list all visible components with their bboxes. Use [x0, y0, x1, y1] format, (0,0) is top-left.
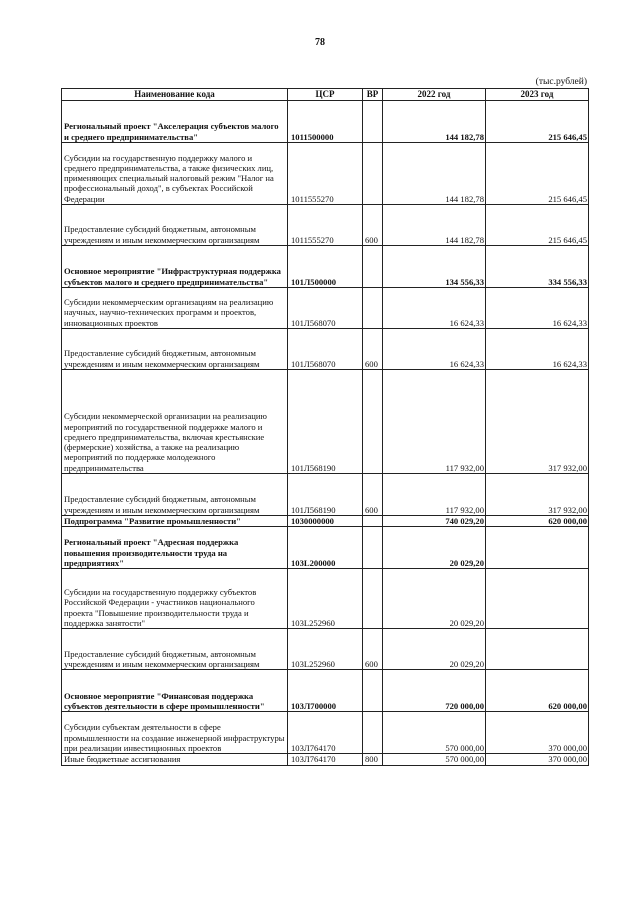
row-2023: 370 000,00: [486, 754, 589, 765]
header-2022: 2022 год: [383, 89, 486, 101]
row-csr: 1011555270: [288, 205, 363, 246]
header-name: Наименование кода: [62, 89, 288, 101]
row-2023: 16 624,33: [486, 329, 589, 370]
budget-table: [61, 88, 589, 766]
row-name: Основное мероприятие "Инфраструктурная поддержка субъектов малого и среднего предпринимательства": [62, 246, 288, 288]
row-2023: 215 646,45: [486, 101, 589, 143]
row-vr: [363, 569, 383, 629]
row-csr: 101Л568190: [288, 474, 363, 516]
row-2023: 334 556,33: [486, 246, 589, 288]
row-2023: [486, 527, 589, 569]
row-2022: 134 556,33: [383, 246, 486, 288]
row-2022: 740 029,20: [383, 516, 486, 527]
row-name: Субсидии некоммерческим организациям на реализацию научных, научно-технических программ и проектов, инновационных проектов: [62, 288, 288, 329]
row-2022: 144 182,78: [383, 143, 486, 205]
row-vr: [363, 516, 383, 527]
row-csr: 103L200000: [288, 527, 363, 569]
row-vr: [363, 670, 383, 712]
row-name: Предоставление субсидий бюджетным, автономным учреждениям и иным некоммерческим организациям: [62, 329, 288, 370]
row-csr: 1030000000: [288, 516, 363, 527]
row-vr: [363, 712, 383, 754]
row-csr: 103Л764170: [288, 754, 363, 765]
units-label: (тыс.рублей): [535, 77, 587, 87]
table-row: [62, 246, 589, 288]
table-row: [62, 516, 589, 527]
row-csr: 103L252960: [288, 629, 363, 670]
row-2023: 620 000,00: [486, 516, 589, 527]
row-name: Иные бюджетные ассигнования: [62, 754, 288, 765]
row-vr: 600: [363, 474, 383, 516]
row-2022: 117 932,00: [383, 370, 486, 474]
row-vr: [363, 101, 383, 143]
row-vr: [363, 527, 383, 569]
row-vr: [363, 288, 383, 329]
table-row: [62, 288, 589, 329]
table-row: [62, 629, 589, 670]
table-row: [62, 205, 589, 246]
row-name: Субсидии некоммерческой организации на реализацию мероприятий по государственной поддержке малого и среднего предпринимательства, включая крестьянские (фермерские) хозяйства, а также на реализацию мероприятий по поддержке молодежного предпринимательства: [62, 370, 288, 474]
row-2022: 16 624,33: [383, 329, 486, 370]
row-name: Субсидии на государственную поддержку малого и среднего предпринимательства, а также физических лиц, применяющих специальный налоговый режим "Налог на профессиональный доход", в субъектах Российской Федерации: [62, 143, 288, 205]
row-vr: 600: [363, 329, 383, 370]
table-row: [62, 670, 589, 712]
table-row: [62, 101, 589, 143]
row-2022: 20 029,20: [383, 629, 486, 670]
table-header-row: [62, 89, 589, 101]
row-vr: 600: [363, 629, 383, 670]
row-2023: [486, 569, 589, 629]
row-2022: 570 000,00: [383, 712, 486, 754]
row-vr: 800: [363, 754, 383, 765]
row-2022: 144 182,78: [383, 205, 486, 246]
row-2023: 317 932,00: [486, 370, 589, 474]
header-csr: ЦСР: [288, 89, 363, 101]
table-row: [62, 754, 589, 765]
row-2023: 620 000,00: [486, 670, 589, 712]
row-name: Подпрограмма "Развитие промышленности": [62, 516, 288, 527]
table-row: [62, 329, 589, 370]
row-csr: 103L252960: [288, 569, 363, 629]
row-vr: [363, 246, 383, 288]
table-row: [62, 370, 589, 474]
header-2023: 2023 год: [486, 89, 589, 101]
row-csr: 103Л764170: [288, 712, 363, 754]
row-2023: [486, 629, 589, 670]
row-2022: 570 000,00: [383, 754, 486, 765]
page-number: 78: [315, 37, 325, 48]
row-2023: 370 000,00: [486, 712, 589, 754]
row-vr: 600: [363, 205, 383, 246]
row-2023: 16 624,33: [486, 288, 589, 329]
row-name: Предоставление субсидий бюджетным, автономным учреждениям и иным некоммерческим организациям: [62, 629, 288, 670]
row-2023: 215 646,45: [486, 205, 589, 246]
header-vr: ВР: [363, 89, 383, 101]
row-2022: 16 624,33: [383, 288, 486, 329]
row-name: Предоставление субсидий бюджетным, автономным учреждениям и иным некоммерческим организациям: [62, 205, 288, 246]
row-2023: 317 932,00: [486, 474, 589, 516]
row-name: Региональный проект "Адресная поддержка повышения производительности труда на предприятиях": [62, 527, 288, 569]
row-csr: 101Л568190: [288, 370, 363, 474]
row-name: Субсидии субъектам деятельности в сфере промышленности на создание инженерной инфраструктуры при реализации инвестиционных проектов: [62, 712, 288, 754]
row-2022: 20 029,20: [383, 569, 486, 629]
row-vr: [363, 143, 383, 205]
row-2022: 144 182,78: [383, 101, 486, 143]
table-row: [62, 569, 589, 629]
table-row: [62, 143, 589, 205]
row-2022: 720 000,00: [383, 670, 486, 712]
row-csr: 103Л700000: [288, 670, 363, 712]
row-name: Региональный проект "Акселерация субъектов малого и среднего предпринимательства": [62, 101, 288, 143]
row-name: Основное мероприятие "Финансовая поддержка субъектов деятельности в сфере промышленности": [62, 670, 288, 712]
row-csr: 1011500000: [288, 101, 363, 143]
table-row: [62, 474, 589, 516]
table-body: [62, 101, 589, 766]
table-row: [62, 527, 589, 569]
row-name: Субсидии на государственную поддержку субъектов Российской Федерации - участников национального проекта "Повышение производительности труда и поддержка занятости": [62, 569, 288, 629]
table-row: [62, 712, 589, 754]
row-csr: 101Л568070: [288, 329, 363, 370]
row-csr: 1011555270: [288, 143, 363, 205]
row-csr: 101Л568070: [288, 288, 363, 329]
row-2022: 117 932,00: [383, 474, 486, 516]
row-2023: 215 646,45: [486, 143, 589, 205]
row-vr: [363, 370, 383, 474]
row-csr: 101Л500000: [288, 246, 363, 288]
row-2022: 20 029,20: [383, 527, 486, 569]
row-name: Предоставление субсидий бюджетным, автономным учреждениям и иным некоммерческим организациям: [62, 474, 288, 516]
